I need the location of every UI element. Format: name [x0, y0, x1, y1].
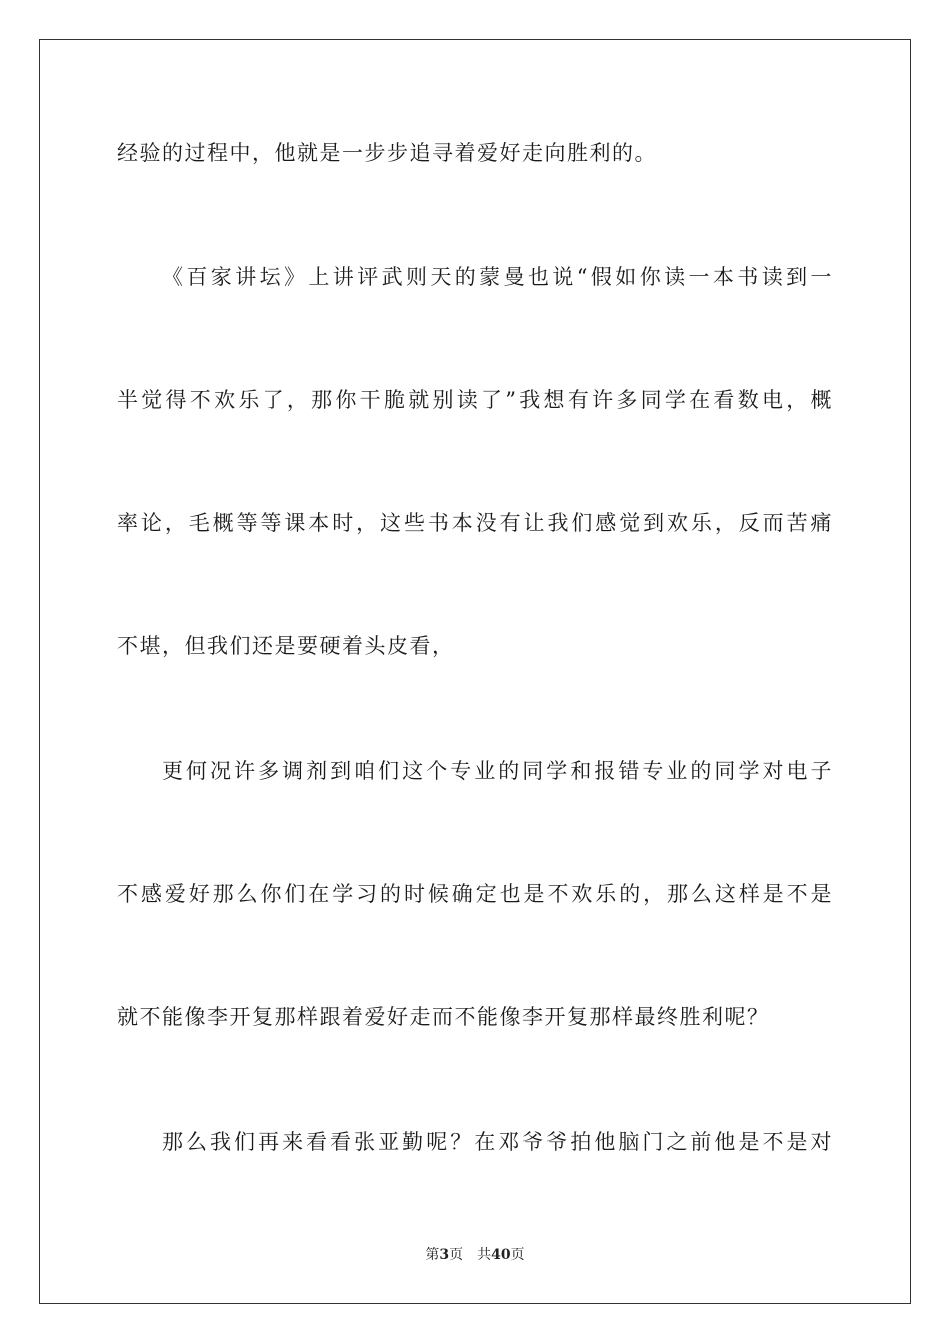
- paragraph-line: 半觉得不欢乐了，那你干脆就别读了”我想有许多同学在看数电，概: [117, 388, 833, 412]
- paragraph-line: 不感爱好那么你们在学习的时候确定也是不欢乐的，那么这样是不是: [117, 882, 833, 906]
- paragraph-line: 率论，毛概等等课本时，这些书本没有让我们感觉到欢乐，反而苦痛: [117, 511, 833, 535]
- paragraph-line: 《百家讲坛》上讲评武则天的蒙曼也说“假如你读一本书读到一: [162, 265, 833, 289]
- total-suffix: 页: [510, 1247, 525, 1263]
- page-prefix: 第: [425, 1247, 440, 1263]
- total-prefix: 共: [477, 1247, 492, 1263]
- paragraph-line: 不堪，但我们还是要硬着头皮看，: [117, 634, 455, 658]
- paragraph-line: 就不能像李开复那样跟着爱好走而不能像李开复那样最终胜利呢？: [117, 1005, 770, 1029]
- paragraph-line: 那么我们再来看看张亚勤呢？在邓爷爷拍他脑门之前他是不是对: [162, 1130, 833, 1154]
- total-pages-number: 40: [491, 1247, 511, 1263]
- current-page-number: 3: [439, 1247, 450, 1263]
- paragraph-line: 更何况许多调剂到咱们这个专业的同学和报错专业的同学对电子: [162, 759, 833, 783]
- page-footer: [0, 1246, 950, 1264]
- page-suffix: 页: [449, 1247, 464, 1263]
- paragraph-line: 经验的过程中，他就是一步步追寻着爱好走向胜利的。: [117, 141, 657, 165]
- page-border: [39, 39, 911, 1304]
